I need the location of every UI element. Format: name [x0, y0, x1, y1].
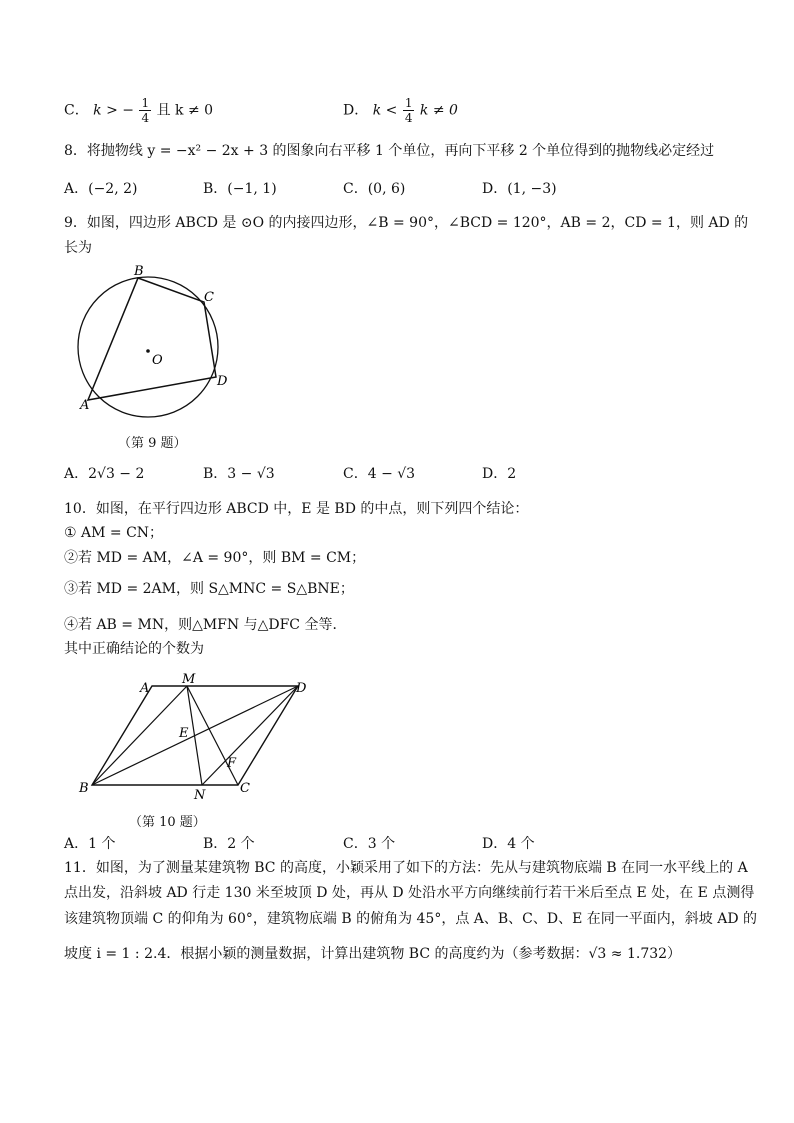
q10-conclusion-4: ④若 AB = MN，则△MFN 与△DFC 全等．	[64, 617, 347, 633]
q9-stem-line1: 9．如图，四边形 ABCD 是 ⊙O 的内接四边形，∠B = 90°，∠BCD = 120°，AB = 2，CD = 1，则 AD 的	[64, 215, 749, 231]
q8-stem: 8．将抛物线 y = −x² − 2x + 3 的图象向右平移 1 个单位，再向下平移 2 个单位得到的抛物线必定经过	[64, 143, 715, 159]
q11-line-2: 点出发，沿斜坡 AD 行走 130 米至坡顶 D 处，再从 D 处沿水平方向继续前行若干米后至点 E 处，在 E 点测得	[64, 885, 755, 901]
label-b: B	[79, 781, 89, 796]
center-point	[146, 349, 150, 353]
label-n: N	[194, 788, 206, 803]
segment-bm	[92, 686, 187, 785]
segment-nd	[202, 686, 298, 785]
label-m: M	[182, 672, 196, 687]
q7-option-c: C． k > − $\frac{1}{4}$ 且 k ≠ 0	[64, 96, 214, 125]
q8-option-b: B．(−1, 1)	[203, 181, 277, 197]
q10-option-c: C．3 个	[343, 836, 396, 852]
q9-option-a: A．2√3 − 2	[64, 466, 145, 482]
q10-option-b: B．2 个	[203, 836, 255, 852]
fraction: $\frac{1}{4}$	[141, 96, 150, 125]
label-e: E	[179, 726, 189, 741]
label-d: D	[296, 681, 307, 696]
q10-caption: （第 10 题）	[129, 815, 206, 830]
q7-option-d: D． k < $\frac{1}{4}$ k ≠ 0	[343, 96, 458, 125]
q9-option-d: D．2	[482, 466, 517, 482]
q8-option-d: D．(1, −3)	[482, 181, 557, 197]
q10-conclusion-2: ②若 MD = AM，∠A = 90°，则 BM = CM；	[64, 550, 366, 566]
label-a: A	[140, 681, 150, 696]
label-o: O	[152, 353, 163, 368]
q11-line-4: 坡度 i = 1 : 2.4．根据小颖的测量数据，计算出建筑物 BC 的高度约为（参考数据：√3 ≈ 1.732）	[64, 946, 682, 962]
circle-o	[78, 277, 218, 417]
q9-caption: （第 9 题）	[118, 436, 187, 451]
label-f: F	[227, 756, 237, 771]
q9-stem-line2: 长为	[64, 240, 92, 256]
q8-option-c: C．(0, 6)	[343, 181, 406, 197]
q9-option-c: C．4 − √3	[343, 466, 416, 482]
label-a: A	[80, 398, 90, 413]
label-c: C	[204, 290, 214, 305]
q10-stem: 10．如图，在平行四边形 ABCD 中，E 是 BD 的中点，则下列四个结论：	[64, 501, 529, 517]
q10-question: 其中正确结论的个数为	[64, 641, 204, 657]
q10-option-a: A．1 个	[64, 836, 116, 852]
q11-line-3: 该建筑物顶端 C 的仰角为 60°，建筑物底端 B 的俯角为 45°，点 A、B、C、D、E 在同一平面内，斜坡 AD 的	[64, 911, 758, 927]
fraction: $\frac{1}{4}$	[404, 96, 413, 125]
q9-option-b: B．3 − √3	[203, 466, 275, 482]
q9-figure	[64, 258, 234, 433]
q10-figure	[70, 670, 320, 805]
q10-option-d: D．4 个	[482, 836, 535, 852]
label-c: C	[240, 781, 250, 796]
q8-option-a: A．(−2, 2)	[64, 181, 138, 197]
q10-conclusion-1: ① AM = CN；	[64, 525, 164, 541]
label-d: D	[217, 374, 228, 389]
label-b: B	[134, 264, 144, 279]
q11-line-1: 11．如图，为了测量某建筑物 BC 的高度，小颖采用了如下的方法：先从与建筑物底端 B 在同一水平线上的 A	[64, 860, 748, 876]
q10-conclusion-3: ③若 MD = 2AM，则 S△MNC = S△BNE；	[64, 581, 354, 597]
